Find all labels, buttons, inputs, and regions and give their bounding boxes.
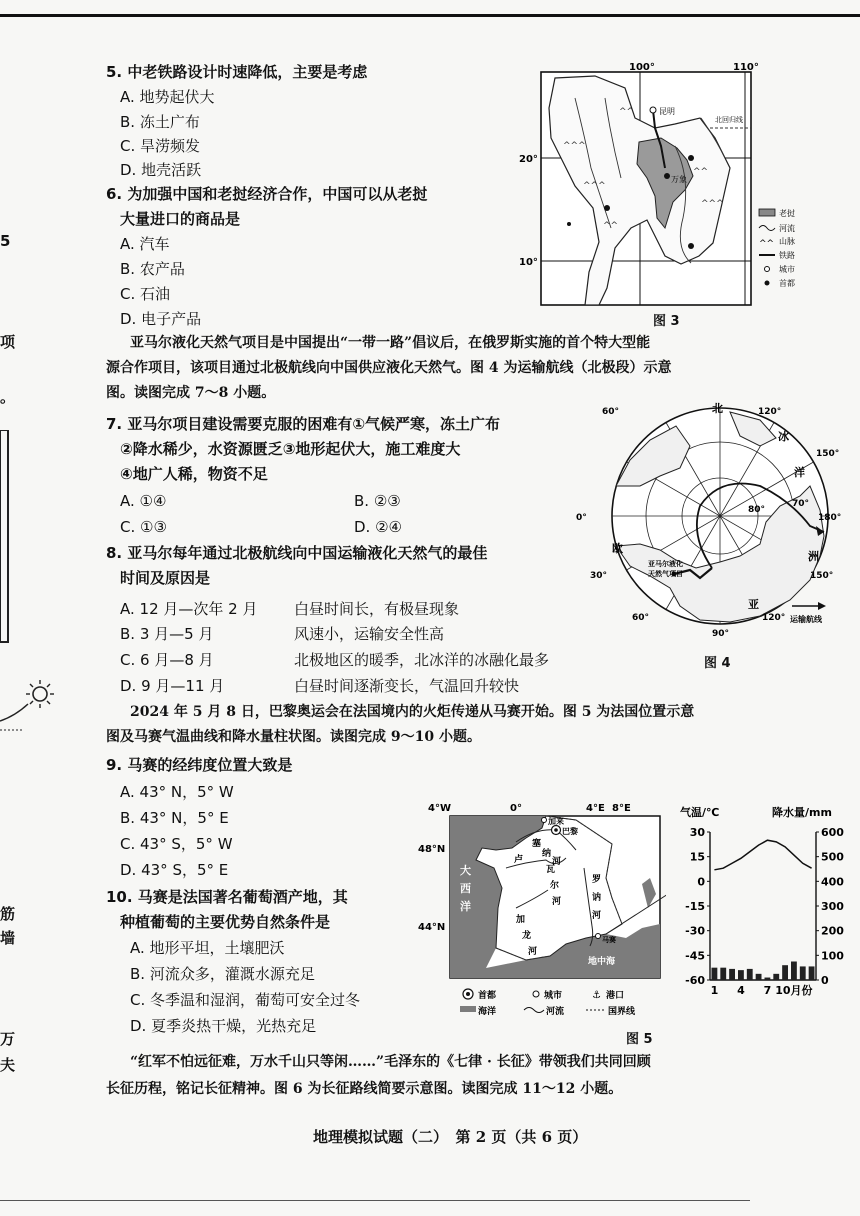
precip-bar xyxy=(738,970,744,980)
fig4-label: 运输航线 xyxy=(790,615,822,624)
intro-1112-line2: 长征历程，铭记长征精神。图 6 为长征路线简要示意图。读图完成 11～12 小题。 xyxy=(106,1081,623,1097)
fig4-label: 北 xyxy=(712,402,723,415)
q7-stem: 7. 亚马尔项目建设需要克服的困难有①气候严寒，冻土广布 xyxy=(106,415,501,433)
q10-option-a[interactable]: A. 地形平坦，土壤肥沃 xyxy=(130,939,285,957)
figure-4-polar-map xyxy=(572,396,860,636)
climate-left-tick-label: -60 xyxy=(685,974,705,987)
q8-option-a-text: 白昼时间长，有极昼现象 xyxy=(294,600,460,618)
precip-bar xyxy=(729,969,735,980)
left-fragment: 墙 xyxy=(0,929,16,947)
precip-bar xyxy=(773,974,779,980)
precip-bar xyxy=(791,962,797,981)
fig5-map-label: 大 xyxy=(460,864,471,877)
fig5-legend-label: 河流 xyxy=(546,1007,565,1017)
q6-option-b[interactable]: B. 农产品 xyxy=(120,260,185,278)
left-fragment: 5 xyxy=(0,232,11,250)
svg-text:^^^: ^^^ xyxy=(563,141,586,151)
q9-option-d[interactable]: D. 43° S，5° E xyxy=(120,861,229,879)
fig5-legend-label: 首都 xyxy=(478,991,497,1001)
fig4-label: 洋 xyxy=(794,466,805,479)
fig5-map-label: 讷 xyxy=(592,893,602,903)
fig5-lat-label: 44°N xyxy=(418,922,446,933)
intro-78-line1: 亚马尔液化天然气项目是中国提出“一带一路”倡议后，在俄罗斯实施的首个特大型能 xyxy=(130,335,651,351)
precip-bar xyxy=(765,978,771,980)
fig4-label: 洲 xyxy=(808,550,819,563)
fig4-label: 150° xyxy=(810,571,834,581)
fig5-map-label: 地中海 xyxy=(588,957,616,967)
q7-stem-line: ②降水稀少，水资源匮乏③地形起伏大，施工难度大 xyxy=(120,440,461,458)
svg-text:^^^: ^^^ xyxy=(701,199,724,209)
svg-text:^^: ^^ xyxy=(693,167,709,177)
fig5-lon-label: 8°E xyxy=(612,803,631,814)
intro-910-line1: 2024 年 5 月 8 日，巴黎奥运会在法国境内的火炬传递从马赛开始。图 5 为法国位置示意 xyxy=(130,704,695,720)
svg-text:^^: ^^ xyxy=(603,221,619,231)
fig5-lon-label: 4°E xyxy=(586,803,605,814)
fig5-map-label: 河 xyxy=(592,911,602,921)
fig4-label: 0° xyxy=(576,513,587,523)
q5-option-c[interactable]: C. 旱涝频发 xyxy=(120,137,201,155)
climate-right-tick-label: 500 xyxy=(821,850,844,864)
q8-option-d-text: 白昼时间逐渐变长，气温回升较快 xyxy=(294,677,520,695)
cutoff-figure-edge xyxy=(0,430,12,650)
temperature-line xyxy=(714,840,811,870)
fig4-label: 150° xyxy=(816,449,840,459)
fig5-legend-label: 城市 xyxy=(544,991,563,1001)
fig3-legend-label: 铁路 xyxy=(779,251,795,260)
q7-stem-line: ④地广人稀，物资不足 xyxy=(120,465,268,483)
fig5-map-label: 尔 xyxy=(550,881,560,891)
precip-bar xyxy=(800,966,806,980)
fig5-map-label: 河 xyxy=(528,947,538,957)
figure-4-caption: 图 4 xyxy=(704,656,731,671)
fig3-legend-label: 城市 xyxy=(779,265,795,274)
climate-right-tick-label: 600 xyxy=(821,826,844,839)
fig3-legend-label: 山脉 xyxy=(779,237,795,246)
fig5-map-label: 河 xyxy=(552,857,562,867)
fig5-map-label: 罗 xyxy=(592,875,602,885)
fig4-label: 70° xyxy=(792,499,810,509)
fig4-label: 冰 xyxy=(778,430,789,443)
page-footer: 地理模拟试题（二） 第 2 页（共 6 页） xyxy=(313,1128,588,1146)
q8-option-a-label[interactable]: A. 12 月—次年 2 月 xyxy=(120,600,258,618)
climate-right-tick-label: 200 xyxy=(821,924,844,938)
left-fragment: 夫 xyxy=(0,1056,16,1074)
fig5-lat-label: 48°N xyxy=(418,844,446,855)
figure-5-france-map xyxy=(416,798,666,1024)
bottom-rule xyxy=(0,1200,750,1201)
q8-option-b-text: 风速小，运输安全性高 xyxy=(294,625,445,643)
figure-3-caption: 图 3 xyxy=(653,314,680,329)
climate-x-tick-label: 4 xyxy=(737,984,745,997)
fig5-legend-label: 国界线 xyxy=(608,1007,636,1017)
precip-bar xyxy=(720,968,726,980)
fig5-map-label: 卢 xyxy=(514,855,524,865)
left-fragment: 筋 xyxy=(0,905,16,923)
precip-bar xyxy=(712,968,718,980)
fig4-label: 120° xyxy=(762,613,786,623)
intro-1112-line1: “红军不怕远征难，万水千山只等闲……”毛泽东的《七律 · 长征》带领我们共同回顾 xyxy=(130,1054,651,1070)
left-fragment: 。 xyxy=(0,388,16,406)
q9-option-c[interactable]: C. 43° S，5° W xyxy=(120,835,233,853)
q8-option-b-label[interactable]: B. 3 月—5 月 xyxy=(120,625,214,643)
climate-x-tick-label: 1 xyxy=(710,984,719,997)
fig3-lon-label: 110° xyxy=(733,62,759,73)
climate-left-tick-label: 15 xyxy=(689,850,705,864)
q8-option-c-text: 北极地区的暖季，北冰洋的冰融化最多 xyxy=(294,651,550,669)
intro-78-line2: 源合作项目，该项目通过北极航线向中国供应液化天然气。图 4 为运输航线（北极段）示意 xyxy=(106,360,672,376)
q6-stem-cont: 大量进口的商品是 xyxy=(120,210,241,228)
q5-stem: 5. 中老铁路设计时速降低，主要是考虑 xyxy=(106,63,368,81)
climate-left-tick-label: -30 xyxy=(685,924,705,938)
fig4-label: 120° xyxy=(758,407,782,417)
climate-left-tick-label: -15 xyxy=(685,900,705,913)
fig5-legend-label: 港口 xyxy=(606,991,625,1001)
fig4-label: 80° xyxy=(748,505,766,515)
fig4-label: 180° xyxy=(818,513,842,523)
intro-910-line2: 图及马赛气温曲线和降水量柱状图。读图完成 9～10 小题。 xyxy=(106,729,481,745)
fig5-lon-label: 4°W xyxy=(428,803,451,814)
precip-bar xyxy=(747,969,753,980)
climate-left-tick-label: 0 xyxy=(697,875,705,889)
fig3-legend-label: 老挝 xyxy=(779,209,795,218)
fig5-map-label: 巴黎 xyxy=(562,827,578,836)
figure-5-climate-chart xyxy=(668,800,844,1000)
fig3-lat-label: 10° xyxy=(519,257,538,268)
climate-ylabel-left: 气温/℃ xyxy=(680,806,720,819)
fig5-legend-label: 海洋 xyxy=(478,1007,497,1017)
fig4-label: 亚 xyxy=(748,598,759,611)
climate-x-tick-label: 10月份 xyxy=(775,984,813,997)
left-fragment: 万 xyxy=(0,1030,16,1048)
q6-option-a[interactable]: A. 汽车 xyxy=(120,235,170,253)
left-fragment: 项 xyxy=(0,333,16,351)
q10-stem-cont: 种植葡萄的主要优势自然条件是 xyxy=(120,913,331,931)
q10-stem: 10. 马赛是法国著名葡萄酒产地，其 xyxy=(106,888,348,906)
cutoff-sun-sketch-icon xyxy=(0,676,60,736)
climate-x-tick-label: 7 xyxy=(763,984,772,997)
precip-bar xyxy=(782,965,788,980)
svg-text:^^^: ^^^ xyxy=(583,181,606,191)
fig4-label: 60° xyxy=(632,613,650,623)
top-rule xyxy=(0,14,860,17)
climate-ylabel-right: 降水量/mm xyxy=(772,806,832,819)
climate-right-tick-label: 300 xyxy=(821,900,844,913)
intro-78-line3: 图。读图完成 7～8 小题。 xyxy=(106,385,276,401)
fig5-map-label: 龙 xyxy=(522,931,532,941)
q6-option-d[interactable]: D. 电子产品 xyxy=(120,310,202,328)
q8-stem: 8. 亚马尔每年通过北极航线向中国运输液化天然气的最佳 xyxy=(106,544,488,562)
climate-right-tick-label: 0 xyxy=(821,974,829,987)
fig5-map-label: 洋 xyxy=(460,900,471,913)
fig4-label: 30° xyxy=(590,571,608,581)
port-icon: ⚓ xyxy=(592,990,601,1001)
climate-right-tick-label: 100 xyxy=(821,949,844,963)
q10-option-d[interactable]: D. 夏季炎热干燥，光热充足 xyxy=(130,1017,317,1035)
q6-stem: 6. 为加强中国和老挝经济合作，中国可以从老挝 xyxy=(106,185,428,203)
q9-stem: 9. 马赛的经纬度位置大致是 xyxy=(106,756,293,774)
climate-left-tick-label: -45 xyxy=(685,949,705,963)
figure-5-caption: 图 5 xyxy=(626,1032,653,1047)
q9-option-b[interactable]: B. 43° N，5° E xyxy=(120,809,229,827)
fig5-map-label: 瓦 xyxy=(546,865,556,875)
fig5-map-label: 塞 xyxy=(532,839,542,849)
climate-right-tick-label: 400 xyxy=(821,875,844,889)
fig5-map-label: 纳 xyxy=(542,849,552,859)
fig4-label: 亚马尔液化 xyxy=(648,560,683,568)
q7-option-b[interactable]: B. ②③ xyxy=(354,492,401,510)
climate-left-tick-label: 30 xyxy=(689,826,705,839)
q5-option-d[interactable]: D. 地壳活跃 xyxy=(120,161,202,179)
fig5-lon-label: 0° xyxy=(510,803,522,814)
q7-option-d[interactable]: D. ②④ xyxy=(354,518,402,536)
fig3-legend-label: 首都 xyxy=(779,279,795,288)
figure-3-map xyxy=(515,58,815,333)
svg-text:^^: ^^ xyxy=(619,107,635,117)
q5-option-a[interactable]: A. 地势起伏大 xyxy=(120,88,215,106)
fig3-place-label: 万象 xyxy=(671,175,687,184)
fig5-map-label: 河 xyxy=(552,897,562,907)
q8-stem-cont: 时间及原因是 xyxy=(120,569,211,587)
precip-bar xyxy=(809,966,815,980)
fig4-label: 90° xyxy=(712,629,730,636)
q7-option-a[interactable]: A. ①④ xyxy=(120,492,167,510)
precip-bar xyxy=(756,974,762,980)
fig5-map-label: 西 xyxy=(460,882,471,895)
fig5-map-label: 加 xyxy=(516,915,526,925)
fig4-label: 天然气项目 xyxy=(648,570,683,578)
q9-option-a[interactable]: A. 43° N，5° W xyxy=(120,783,234,801)
q6-option-c[interactable]: C. 石油 xyxy=(120,285,171,303)
fig3-legend-label: 河流 xyxy=(779,224,795,233)
fig3-lat-label: 20° xyxy=(519,154,538,165)
q5-option-b[interactable]: B. 冻土广布 xyxy=(120,113,200,131)
svg-text:^^: ^^ xyxy=(759,239,775,249)
fig3-place-label: 北回归线 xyxy=(715,116,743,124)
q8-option-d-label[interactable]: D. 9 月—11 月 xyxy=(120,677,225,695)
q7-option-c[interactable]: C. ①③ xyxy=(120,518,167,536)
fig5-map-label: 加来 xyxy=(548,817,564,826)
fig3-lon-label: 100° xyxy=(629,62,655,73)
fig3-place-label: 昆明 xyxy=(659,107,675,116)
fig5-map-label: 马赛 xyxy=(602,936,616,944)
q8-option-c-label[interactable]: C. 6 月—8 月 xyxy=(120,651,214,669)
q10-option-b[interactable]: B. 河流众多，灌溉水源充足 xyxy=(130,965,315,983)
q10-option-c[interactable]: C. 冬季温和湿润，葡萄可安全过冬 xyxy=(130,991,361,1009)
fig4-label: 60° xyxy=(602,407,620,417)
fig4-label: 欧 xyxy=(612,542,623,555)
